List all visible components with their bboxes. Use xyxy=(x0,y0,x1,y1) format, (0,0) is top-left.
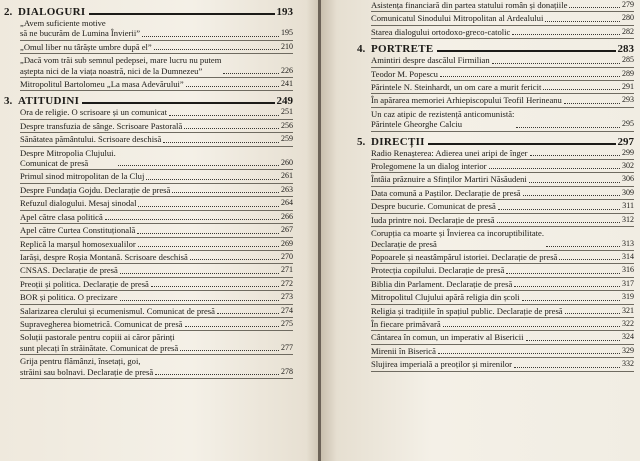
toc-entry-title xyxy=(20,185,170,195)
toc-entry-title xyxy=(20,225,135,235)
toc-page-number: 321 xyxy=(622,305,634,315)
dot-leader xyxy=(529,182,620,183)
toc-page-number: 322 xyxy=(622,318,634,328)
toc-page-number: 274 xyxy=(281,305,293,315)
toc-page-number: 317 xyxy=(622,278,634,288)
toc-entry-title xyxy=(20,319,183,329)
toc-entry-line: Refuzul dialogului. Mesaj sinodal xyxy=(20,198,137,209)
toc-entry[interactable] xyxy=(371,95,634,107)
toc-entry[interactable] xyxy=(371,13,634,25)
toc-page-number: 332 xyxy=(622,359,634,369)
toc-page-number: 277 xyxy=(281,342,293,352)
dot-leader xyxy=(163,142,279,143)
dot-leader xyxy=(523,195,620,196)
left-page xyxy=(0,0,319,461)
dot-leader xyxy=(526,340,621,341)
dot-leader xyxy=(443,326,620,327)
section-page-number: 283 xyxy=(617,43,634,56)
toc-entry-line: BOR și politica. O precizare xyxy=(20,292,118,303)
toc-entry[interactable] xyxy=(20,42,293,54)
toc-entry-title xyxy=(20,332,178,353)
toc-page-number: 256 xyxy=(281,120,293,130)
toc-page-number: 295 xyxy=(622,119,634,129)
toc-entry[interactable] xyxy=(20,134,293,146)
toc-entry-title xyxy=(371,55,490,65)
toc-page-number: 241 xyxy=(281,79,293,89)
toc-entry-line: Ora de religie. O scrisoare și un comunicat xyxy=(20,107,167,118)
toc-entry[interactable] xyxy=(20,171,293,183)
toc-entry-line: Iuda printre noi. Declarație de presă xyxy=(371,214,495,225)
toc-page-number: 279 xyxy=(622,0,634,9)
section-rule xyxy=(428,143,616,145)
toc-entry-title xyxy=(371,95,562,105)
toc-entry[interactable] xyxy=(371,306,634,318)
toc-entry-title xyxy=(20,148,116,169)
dot-leader xyxy=(120,273,279,274)
dot-leader xyxy=(565,313,620,314)
toc-entry-title xyxy=(20,18,140,39)
dot-leader xyxy=(489,168,620,169)
toc-entry-line: Părintele N. Steinhardt, un om care a murit fericit xyxy=(371,82,542,93)
toc-entry[interactable] xyxy=(20,306,293,318)
toc-entry-line: Părintele Gheorghe Calciu xyxy=(371,119,463,130)
section-title: ATITUDINI xyxy=(18,95,80,108)
toc-entry[interactable] xyxy=(371,319,634,331)
dot-leader xyxy=(172,192,279,193)
toc-entry-line: Preoții și politica. Declarație de presă xyxy=(20,278,149,289)
toc-entry-title xyxy=(20,279,149,289)
toc-entry-line: Soluții pastorale pentru copiii ai căror părinți xyxy=(20,332,175,343)
dot-leader xyxy=(497,222,620,223)
toc-entry-title xyxy=(20,79,184,89)
toc-entry-title xyxy=(371,292,520,302)
toc-page-number: 282 xyxy=(622,26,634,36)
dot-leader xyxy=(180,350,279,351)
toc-page-number: 264 xyxy=(281,198,293,208)
toc-entry[interactable] xyxy=(371,188,634,200)
toc-entry-title xyxy=(371,359,512,369)
toc-entry-line: aștepta nici de la viața noastră, nici de la Dumnezeu” xyxy=(20,65,203,76)
toc-entry-title xyxy=(20,198,136,208)
toc-entry-line: Starea dialogului ortodoxo-greco-catolic xyxy=(371,26,511,37)
toc-entry[interactable] xyxy=(371,161,634,173)
toc-entry[interactable] xyxy=(371,359,634,371)
toc-entry[interactable] xyxy=(20,121,293,133)
toc-entry-title xyxy=(371,201,496,211)
toc-entry[interactable] xyxy=(371,55,634,67)
toc-entry-line: să ne bucurăm de Lumina Învierii” xyxy=(20,28,141,39)
toc-entry-line: Radio Renașterea: Adierea unei aripi de înger xyxy=(371,147,528,158)
toc-entry-line: Grija pentru flămânzi, însetați, goi, xyxy=(20,356,141,367)
toc-page-number: 302 xyxy=(622,161,634,171)
dot-leader xyxy=(223,73,279,74)
toc-page-number: 251 xyxy=(281,107,293,117)
toc-entry-line: Teodor M. Popescu xyxy=(371,68,438,79)
toc-page-number: 210 xyxy=(281,41,293,51)
dot-leader xyxy=(438,353,620,354)
toc-entry-title xyxy=(371,27,510,37)
dot-leader xyxy=(530,155,620,156)
toc-entry-title xyxy=(20,306,215,316)
toc-entry-line: Apel către clasa politică xyxy=(20,211,103,222)
toc-entry-title xyxy=(20,239,136,249)
toc-page-number: 269 xyxy=(281,238,293,248)
toc-entry-line: Corupția ca moarte și Învierea ca incoruptibilitate. xyxy=(371,228,544,239)
toc-entry[interactable] xyxy=(371,332,634,344)
toc-entry-title xyxy=(20,265,118,275)
dot-leader xyxy=(185,326,279,327)
toc-entry[interactable] xyxy=(20,107,293,119)
dot-leader xyxy=(559,259,620,260)
toc-entry-title xyxy=(20,55,221,76)
toc-page-number: 316 xyxy=(622,265,634,275)
toc-entry[interactable] xyxy=(20,185,293,197)
toc-entry-line: sunt plecați în străinătate. Comunicat de presă xyxy=(20,342,179,353)
toc-page-number: 266 xyxy=(281,211,293,221)
dot-leader xyxy=(545,21,620,22)
toc-page-number: 293 xyxy=(622,95,634,105)
toc-entry-line: Religia și tradițiile în spațiul public. Declarație de presă xyxy=(371,305,563,316)
dot-leader xyxy=(512,34,620,35)
dot-leader xyxy=(564,103,620,104)
toc-page-number: 312 xyxy=(622,214,634,224)
section-rule xyxy=(82,102,274,104)
toc-entry[interactable] xyxy=(371,292,634,304)
section-number: 5. xyxy=(357,135,366,148)
dot-leader xyxy=(120,300,279,301)
toc-entry-line: În fiecare primăvară xyxy=(371,318,441,329)
toc-page-number: 263 xyxy=(281,184,293,194)
toc-entry[interactable] xyxy=(371,346,634,358)
toc-entry[interactable] xyxy=(20,279,293,291)
toc-entry-line: Iarăși, despre Roșia Montană. Scrisoare deschisă xyxy=(20,251,188,262)
toc-page-number: 195 xyxy=(281,28,293,38)
dot-leader xyxy=(184,128,279,129)
toc-entry-line: Sănătatea pământului. Scrisoare deschisă xyxy=(20,134,162,145)
toc-entry-title xyxy=(20,107,167,117)
toc-entry-line: străini sau bolnavi. Declarație de presă xyxy=(20,366,154,377)
section-title: DIRECȚII xyxy=(371,135,425,148)
toc-entry-line: Asistența financiară din partea statului român și donațiile xyxy=(371,0,568,10)
toc-entry-title xyxy=(20,134,161,144)
toc-entry[interactable] xyxy=(371,82,634,94)
toc-entry-title xyxy=(371,13,543,23)
toc-entry-title xyxy=(371,306,563,316)
dot-leader xyxy=(546,246,620,247)
toc-entry-line: Supravegherea biometrică. Comunicat de presă xyxy=(20,318,183,329)
toc-entry-title xyxy=(371,215,495,225)
dot-leader xyxy=(514,286,620,287)
toc-entry-line: Despre Mitropolia Clujului. xyxy=(20,147,116,158)
toc-entry-line: Mitropolitul Bartolomeu „La masa Adevărului” xyxy=(20,79,184,90)
toc-page-number: 271 xyxy=(281,265,293,275)
dot-leader xyxy=(154,49,279,50)
toc-entry[interactable] xyxy=(20,356,293,379)
section-page-number: 193 xyxy=(276,6,293,18)
toc-entry-title xyxy=(371,0,567,10)
dot-leader xyxy=(155,374,279,375)
toc-entry-line: Despre transfuzia de sânge. Scrisoare Pastorală xyxy=(20,120,183,131)
toc-entry-title xyxy=(371,161,487,171)
toc-entry-title xyxy=(371,69,438,79)
toc-entry[interactable] xyxy=(20,292,293,304)
toc-entry-line: Mitropolitul Clujului apără religia din școli xyxy=(371,292,520,303)
toc-entry-title xyxy=(371,265,504,275)
toc-page-number: 285 xyxy=(622,55,634,65)
dot-leader xyxy=(516,127,620,128)
toc-page-number: 226 xyxy=(281,65,293,75)
toc-page-number: 272 xyxy=(281,278,293,288)
toc-entry-line: Biblia din Parlament. Declarație de presă xyxy=(371,278,513,289)
toc-entry[interactable] xyxy=(371,201,634,213)
toc-page-number: 314 xyxy=(622,251,634,261)
section-heading xyxy=(357,136,634,148)
section-rule xyxy=(89,13,275,15)
dot-leader xyxy=(217,313,279,314)
section-rule xyxy=(437,50,616,52)
toc-entry-line: CNSAS. Declarație de presă xyxy=(20,265,118,276)
toc-entry[interactable] xyxy=(371,148,634,160)
dot-leader xyxy=(138,246,279,247)
toc-page-number: 313 xyxy=(622,238,634,248)
toc-entry[interactable] xyxy=(20,212,293,224)
toc-entry[interactable] xyxy=(371,109,634,132)
section-heading xyxy=(357,43,634,55)
toc-page-number: 309 xyxy=(622,187,634,197)
toc-entry-line: Despre bucurie. Comunicat de presă xyxy=(371,201,496,212)
toc-page-number: 324 xyxy=(622,332,634,342)
toc-entry-line: Popoarele și neastâmpărul istoriei. Declarație de presă xyxy=(371,251,558,262)
toc-page-number: 289 xyxy=(622,68,634,78)
toc-entry[interactable] xyxy=(20,319,293,331)
toc-page-number: 311 xyxy=(622,201,634,211)
toc-entry-line: Comunicat de presă xyxy=(20,158,89,169)
section-page-number: 297 xyxy=(617,135,634,148)
toc-entry[interactable] xyxy=(371,69,634,81)
dot-leader xyxy=(186,86,279,87)
toc-entry[interactable] xyxy=(371,27,634,39)
section-heading xyxy=(4,6,293,18)
toc-page-number: 267 xyxy=(281,225,293,235)
toc-page-number: 275 xyxy=(281,318,293,328)
toc-entry-title xyxy=(371,174,527,184)
right-page xyxy=(321,0,640,461)
toc-entry-line: Mirenii în Biserică xyxy=(371,345,436,356)
toc-entry-title xyxy=(20,42,152,52)
toc-entry[interactable] xyxy=(20,79,293,91)
toc-entry[interactable] xyxy=(371,228,634,251)
toc-entry-line: Slujirea imperială a preoților și mirenilor xyxy=(371,359,513,370)
toc-page-number: 306 xyxy=(622,174,634,184)
section-title: PORTRETE xyxy=(371,43,434,56)
toc-entry-title xyxy=(371,252,557,262)
toc-entry[interactable] xyxy=(371,174,634,186)
dot-leader xyxy=(522,300,620,301)
section-number: 4. xyxy=(357,43,366,56)
toc-entry[interactable] xyxy=(20,148,293,171)
dot-leader xyxy=(492,63,620,64)
toc-entry-line: În apărarea memoriei Arhiepiscopului Teofil Herineanu xyxy=(371,95,562,106)
toc-entry[interactable] xyxy=(20,198,293,210)
toc-page-number: 261 xyxy=(281,171,293,181)
section-page-number: 249 xyxy=(276,95,293,108)
dot-leader xyxy=(440,76,620,77)
toc-entry[interactable] xyxy=(20,225,293,237)
dot-leader xyxy=(543,89,620,90)
dot-leader xyxy=(137,233,279,234)
toc-entry-title xyxy=(371,109,514,130)
dot-leader xyxy=(105,219,279,220)
toc-entry-title xyxy=(371,319,441,329)
toc-entry[interactable] xyxy=(371,0,634,12)
toc-entry-line: Comunicatul Sinodului Mitropolitan al Ardealului xyxy=(371,13,544,24)
toc-entry-line: Apel către Curtea Constituțională xyxy=(20,225,136,236)
toc-entry-title xyxy=(20,356,153,377)
toc-entry-title xyxy=(20,212,103,222)
toc-entry[interactable] xyxy=(20,252,293,264)
toc-entry-line: „Avem suficiente motive xyxy=(20,18,106,28)
dot-leader xyxy=(151,286,279,287)
dot-leader xyxy=(506,273,620,274)
toc-entry-line: Despre Fundația Gojdu. Declarație de presă xyxy=(20,184,171,195)
toc-entry-title xyxy=(371,228,544,249)
toc-entry-line: „Dacă vom trăi sub semnul pedepsei, mare lucru nu putem xyxy=(20,55,222,66)
toc-entry-line: Protecția copilului. Declarație de presă xyxy=(371,265,505,276)
toc-entry-line: Declarație de presă xyxy=(371,238,437,249)
toc-entry-line: Un caz atipic de rezistență anticomunistă: xyxy=(371,108,515,119)
toc-entry[interactable] xyxy=(371,252,634,264)
toc-entry-line: Prolegomene la un dialog interior xyxy=(371,161,487,172)
dot-leader xyxy=(190,259,279,260)
dot-leader xyxy=(569,7,620,8)
toc-entry-line: Amintiri despre dascălul Firmilian xyxy=(371,55,490,66)
toc-entry-title xyxy=(371,148,528,158)
toc-entry-title xyxy=(371,279,512,289)
toc-entry[interactable] xyxy=(371,265,634,277)
toc-page-number: 260 xyxy=(281,158,293,168)
toc-page-number: 329 xyxy=(622,345,634,355)
dot-leader xyxy=(142,36,279,37)
toc-page-number: 299 xyxy=(622,147,634,157)
dot-leader xyxy=(146,179,279,180)
toc-entry-title xyxy=(20,171,144,181)
toc-entry-title xyxy=(20,292,118,302)
toc-entry-line: Salarizarea clerului și ecumenismul. Comunicat de presă xyxy=(20,305,215,316)
toc-page-number: 291 xyxy=(622,82,634,92)
toc-entry[interactable] xyxy=(371,279,634,291)
dot-leader xyxy=(138,206,279,207)
toc-entry[interactable] xyxy=(20,332,293,355)
toc-page-number: 273 xyxy=(281,292,293,302)
toc-entry-line: Cântarea în comun, un imperativ al Bisericii xyxy=(371,332,524,343)
toc-entry-line: Întâia prăznuire a Sfinților Martiri Năsăudeni xyxy=(371,174,527,185)
toc-entry-title xyxy=(371,332,524,342)
toc-entry-title xyxy=(371,188,521,198)
toc-entry[interactable] xyxy=(20,55,293,78)
section-title: DIALOGURI xyxy=(18,6,86,18)
toc-entry[interactable] xyxy=(20,18,293,41)
dot-leader xyxy=(498,209,620,210)
toc-entry[interactable] xyxy=(371,215,634,227)
section-number: 2. xyxy=(4,6,13,18)
toc-entry[interactable] xyxy=(20,265,293,277)
toc-page-number: 278 xyxy=(281,366,293,376)
toc-entry-title xyxy=(20,252,188,262)
toc-entry-line: Replică la marșul homosexualilor xyxy=(20,238,136,249)
section-number: 3. xyxy=(4,95,13,108)
toc-page-number: 259 xyxy=(281,134,293,144)
dot-leader xyxy=(118,165,279,166)
toc-entry-line: Data comună a Paștilor. Declarație de presă xyxy=(371,187,521,198)
toc-entry-title xyxy=(20,121,182,131)
toc-entry-title xyxy=(371,346,436,356)
dot-leader xyxy=(514,367,620,368)
toc-entry-line: „Omul liber nu târăște umbre după el” xyxy=(20,41,152,52)
toc-page-number: 280 xyxy=(622,13,634,23)
dot-leader xyxy=(169,115,279,116)
toc-page-number: 270 xyxy=(281,251,293,261)
toc-entry[interactable] xyxy=(20,239,293,251)
toc-page-number: 319 xyxy=(622,292,634,302)
section-heading xyxy=(4,95,293,107)
toc-entry-title xyxy=(371,82,541,92)
toc-entry-line: Primul sinod mitropolitan de la Cluj xyxy=(20,171,145,182)
